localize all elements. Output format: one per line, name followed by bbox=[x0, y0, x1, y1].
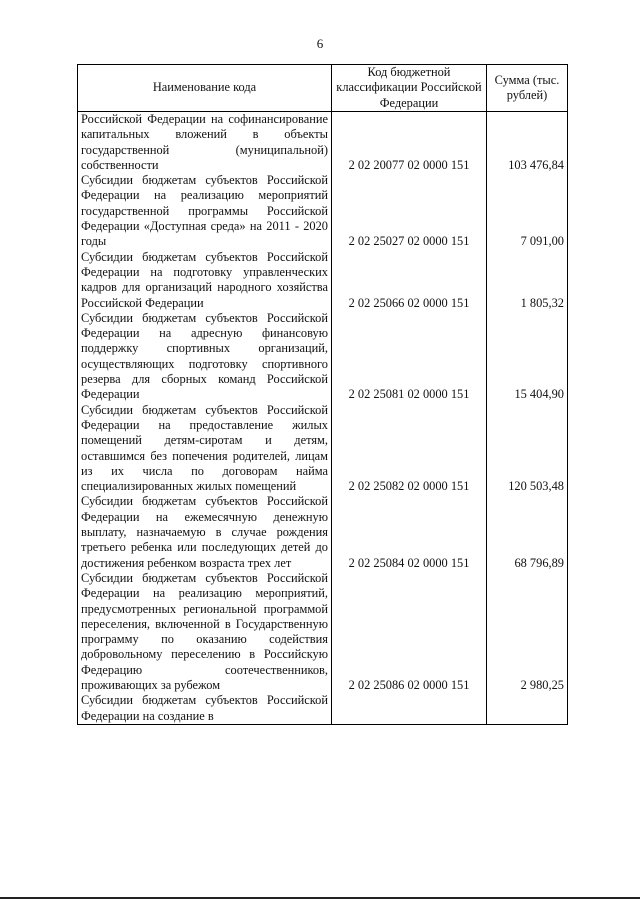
table-row bbox=[78, 173, 568, 249]
table-row bbox=[78, 494, 568, 570]
row-sum bbox=[487, 693, 568, 724]
row-code: 2 02 25027 02 0000 151 bbox=[332, 173, 487, 249]
row-code: 2 02 25084 02 0000 151 bbox=[332, 494, 487, 570]
row-code: 2 02 20077 02 0000 151 bbox=[332, 112, 487, 174]
row-name: Субсидии бюджетам субъектов Российской Федерации на адресную финансовую поддержку спортивных организаций, осуществляющих подготовку спортивного резерва для сборных команд Российской Федерации bbox=[78, 311, 332, 403]
row-name: Российской Федерации на софинансирование капитальных вложений в объекты государственной (муниципальной) собственности bbox=[78, 112, 332, 174]
table-header-row bbox=[78, 65, 568, 112]
row-code: 2 02 25081 02 0000 151 bbox=[332, 311, 487, 403]
table-row bbox=[78, 112, 568, 174]
row-name: Субсидии бюджетам субъектов Российской Федерации на реализацию мероприятий государственной программы Российской Федерации «Доступная среда» на 2011 - 2020 годы bbox=[78, 173, 332, 249]
row-code: 2 02 25086 02 0000 151 bbox=[332, 571, 487, 693]
row-name: Субсидии бюджетам субъектов Российской Федерации на подготовку управленческих кадров для организаций народного хозяйства Российской Федерации bbox=[78, 250, 332, 311]
row-code: 2 02 25082 02 0000 151 bbox=[332, 403, 487, 495]
row-name: Субсидии бюджетам субъектов Российской Федерации на реализацию мероприятий, предусмотренных региональной программой переселения, включенной в Государственную программу по оказанию содействия добровольному переселению в Российскую Федерацию соотечественников, проживающих за рубежом bbox=[78, 571, 332, 693]
table-row bbox=[78, 571, 568, 693]
budget-table bbox=[77, 64, 568, 725]
table-row bbox=[78, 311, 568, 403]
header-sum: Сумма (тыс. рублей) bbox=[487, 65, 568, 112]
row-sum: 1 805,32 bbox=[487, 250, 568, 311]
row-sum: 15 404,90 bbox=[487, 311, 568, 403]
row-sum: 120 503,48 bbox=[487, 403, 568, 495]
row-name: Субсидии бюджетам субъектов Российской Федерации на ежемесячную денежную выплату, назначаемую в случае рождения третьего ребенка или последующих детей до достижения ребенком возраста трех лет bbox=[78, 494, 332, 570]
row-sum: 2 980,25 bbox=[487, 571, 568, 693]
header-code: Код бюджетной классификации Российской Федерации bbox=[332, 65, 487, 112]
table-row bbox=[78, 403, 568, 495]
row-sum: 68 796,89 bbox=[487, 494, 568, 570]
row-name: Субсидии бюджетам субъектов Российской Федерации на предоставление жилых помещений детям-сиротам и детям, оставшимся без попечения родителей, лицам из их числа по договорам найма специализированных жилых помещений bbox=[78, 403, 332, 495]
row-sum: 7 091,00 bbox=[487, 173, 568, 249]
row-sum: 103 476,84 bbox=[487, 112, 568, 174]
page-number: 6 bbox=[316, 36, 324, 51]
row-name: Субсидии бюджетам субъектов Российской Федерации на создание в bbox=[78, 693, 332, 724]
page-bottom-rule bbox=[0, 897, 640, 899]
row-code bbox=[332, 693, 487, 724]
table-row bbox=[78, 693, 568, 724]
header-name: Наименование кода bbox=[78, 65, 332, 112]
row-code: 2 02 25066 02 0000 151 bbox=[332, 250, 487, 311]
table-row bbox=[78, 250, 568, 311]
